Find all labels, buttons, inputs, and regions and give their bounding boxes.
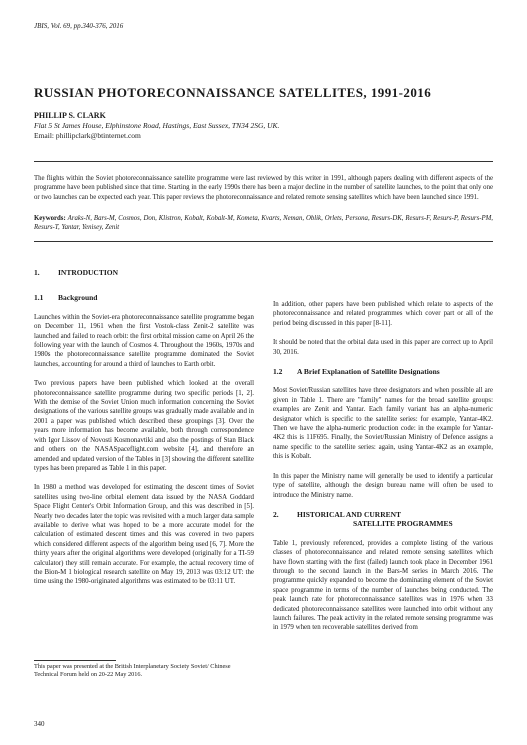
journal-header: JBIS, Vol. 69, pp.340-376, 2016	[34, 22, 124, 30]
author-email: Email: phillipclark@btinternet.com	[34, 131, 141, 140]
paper-title: RUSSIAN PHOTORECONNAISSANCE SATELLITES, 1991-2016	[34, 85, 432, 100]
right-paragraph-2: It should be noted that the orbital data used in this paper are correct up to April 30, 2016.	[273, 339, 493, 356]
keywords-label: Keywords:	[34, 215, 66, 222]
left-paragraph-1: Launches within the Soviet-era photoreconnaissance satellite programme began on December 11, 1961 when the first Vostok-class Zenit-2 satellite was launched and failed to reach orbit: the first orbital mission came on April 26 the following year with the launch of Cosmos 4. Throughout the 1960s, 1970s and 1980s the photoreconnaissance satellite programme dominated the Soviet launches, accounting for around a third of launches to Earth orbit.	[34, 313, 254, 368]
right-column	[273, 300, 493, 643]
left-paragraph-3: In 1980 a method was developed for estimating the descent times of Soviet satellites using two-line orbital element data issued by the NASA Goddard Space Flight Center's Orbit Information Group, and this was described in [5]. Nearly two decades later the topic was revisited with a much larger data sample available to derive what was hoped to be a more accurate model for the calculation of estimated descent times and this was covered in two papers which considered different aspects of the algorithm being used [6, 7]. More the thirty years after the original algorithms were developed (originally for a TI-59 calculator) they still remain accurate. For example, the actual recovery time of the Bion-M 1 biological research satellite on May 19, 2013 was 03:12 UT: the time using the 1980-originated algorithms was estimated to be 03:11 UT.	[34, 484, 254, 586]
footnote: This paper was presented at the British Interplanetary Society Soviet/ Chinese Technical Forum held on 20-22 May 2016.	[34, 663, 231, 678]
right-paragraph-1: In addition, other papers have been published which relate to aspects of the photoreconnaissance and related programmes which cover part or all of the period being discussed in this paper [8-11].	[273, 301, 493, 327]
author-name: PHILLIP S. CLARK	[34, 111, 106, 120]
author-affiliation: Flat 5 St James House, Elphinstone Road, Hastings, East Sussex, TN34 2SG, UK.	[34, 121, 280, 130]
keywords	[34, 214, 493, 233]
left-paragraph-2: Two previous papers have been published which looked at the overall photoreconnaissance satellite programme during two specific periods [1, 2]. With the demise of the Soviet Union much information concerning the Soviet designations of the various satellite groups was gradually made available and in 2001 a paper was published which described these groupings [3]. Over the years more information has become available, both through correspondence with Igor Lissov of Novosti Kosmonavtiki and also the postings of Stan Black and others on the NASASpaceflight.com website [4], and therefore an amended and updated version of the Tables in [3] showing the different satellite types has been prepared as Table 1 in this paper.	[34, 380, 254, 472]
section-heading-1-2: 1.2 A Brief Explanation of Satellite Designations	[273, 367, 440, 377]
section-heading-1-1: 1.1 Background	[34, 293, 98, 303]
right-paragraph-4: In this paper the Ministry name will generally be used to identify a particular type of satellite, although the design bureau name will often be used to introduce the Ministry name.	[273, 472, 493, 499]
right-paragraph-3: Most Soviet/Russian satellites have three designators and when possible all are given in Table 1. There are "family" names for the broad satellite groups: examples are Zenit and Yantar. Each family variant has an alpha-numeric designator which is specific to the satellite series: for example, Yantar-4K2. Then we have the alpha-numeric production code: in the example for Yantar-4K2 this is 11F695. Finally, the Soviet/Russian Ministry of Defence assigns a name specific to the satellite series: again, using Yantar-4K2 as an example, this is Kobalt.	[273, 387, 493, 461]
abstract: The flights within the Soviet photoreconnaissance satellite programme were last reviewed by this writer in 1991, although papers dealing with different aspects of the programme have been published since that time. Starting in the early 1990s there has been a major decline in the number of satellite launches, to the point that only one or two launches can be expected each year. This paper reviews the photoreconnaissance and related remote sensing satellites which have been launched since 1991.	[34, 175, 493, 201]
section-heading-1: 1. INTRODUCTION	[34, 268, 119, 277]
abstract-top-rule	[34, 161, 493, 162]
keywords-list: Araks-N, Bars-M, Cosmos, Don, Klistron, Kobalt, Kobalt-M, Kometa, Kvarts, Neman, Oblik, Orlets, Persona, Resurs-DK, Resurs-F, Resurs-P, Resurs-PM, Resurs-T, Yantar, Yenisey, Zenit	[34, 215, 493, 232]
page-number: 340	[34, 720, 45, 728]
left-column	[34, 268, 254, 597]
section-heading-2: 2. HISTORICAL AND CURRENT SATELLITE PROGRAMMES	[273, 509, 453, 529]
abstract-bottom-rule	[34, 241, 493, 242]
footnote-rule	[34, 660, 116, 661]
right-paragraph-5: Table 1, previously referenced, provides a complete listing of the various classes of photoreconnaissance and related remote sensing satellites which have flown starting with the first (failed) launch took place in December 1961 through to the second launch in the Bars-M series in March 2016. The programme quickly expanded to become the dominating element of the Soviet space programme in terms of the number of launches being conducted. The peak launch rate for photoreconnaissance satellites was in 1976 when 33 dedicated photoreconnaissance satellites were launched into orbit without any launch failures. The peak activity in the related remote sensing programme was in 1979 when ten recoverable satellites derived from	[273, 539, 493, 632]
